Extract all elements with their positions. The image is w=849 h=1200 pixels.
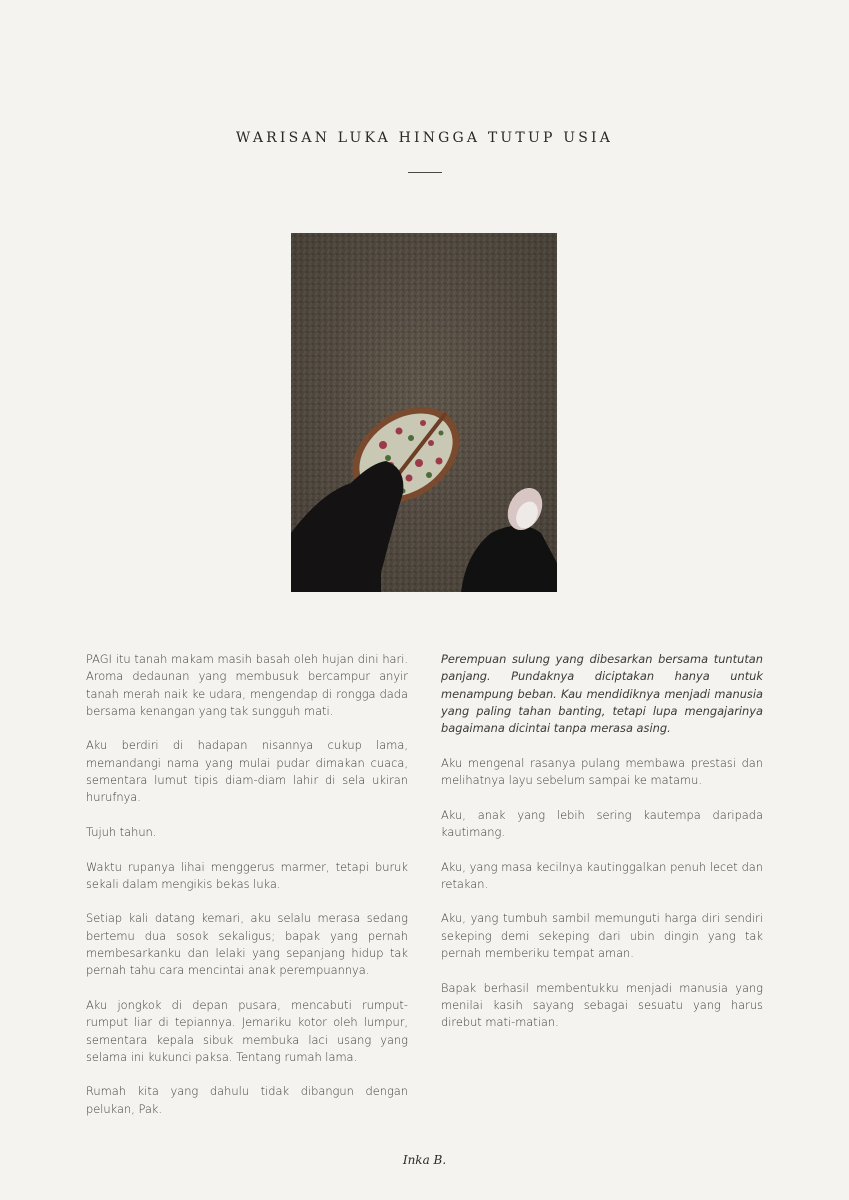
- paragraph: Aku, yang tumbuh sambil memunguti harga diri sendiri sekeping demi sekeping dari ubin dingin yang tak pernah memberiku tempat aman.: [441, 911, 763, 961]
- paragraph: PAGI itu tanah makam masih basah oleh hujan dini hari. Aroma dedaunan yang membusuk bercampur anyir tanah merah naik ke udara, mengendap di rongga dada bersama kenangan yang tak sungguh mati.: [86, 652, 408, 718]
- right-text-column: [441, 651, 763, 1049]
- paragraph: Tujuh tahun.: [86, 824, 157, 839]
- paragraph: Aku berdiri di hadapan nisannya cukup lama, memandangi nama yang mulai pudar dimakan cuaca, sementara lumut tipis diam-diam lahir di sela ukiran hurufnya.: [86, 738, 408, 805]
- paragraph: Aku, yang masa kecilnya kautinggalkan penuh lecet dan retakan.: [441, 859, 763, 891]
- title-divider: [408, 172, 442, 173]
- left-text-column: [86, 651, 408, 1135]
- grave-flowers-photo: [291, 233, 557, 592]
- paragraph: Aku, anak yang lebih sering kautempa daripada kautimang.: [441, 807, 763, 839]
- author-signature: Inka B.: [402, 1153, 447, 1167]
- page-title: WARISAN LUKA HINGGA TUTUP USIA: [235, 130, 614, 146]
- paragraph: Waktu rupanya lihai menggerus marmer, tetapi buruk sekali dalam mengikis bekas luka.: [86, 859, 408, 891]
- paragraph: Bapak berhasil membentukku menjadi manusia yang menilai kasih sayang sebagai sesuatu yang harus direbut mati-matian.: [441, 980, 763, 1030]
- paragraph: Aku mengenal rasanya pulang membawa prestasi dan melihatnya layu sebelum sampai ke matamu.: [441, 755, 763, 788]
- paragraph: Aku jongkok di depan pusara, mencabuti rumput-rumput liar di tepiannya. Jemariku kotor oleh lumpur, sementara kepala sibuk membuka laci usang yang selama ini kukunci paksa. Tentang rumah lama.: [86, 997, 408, 1064]
- italic-paragraph: Perempuan sulung yang dibesarkan bersama tuntutan panjang. Pundaknya diciptakan hanya untuk menampung beban. Kau mendidiknya menjadi manusia yang paling tahan banting, tetapi lupa mengajarinya bagaimana dicintai tanpa merasa asing.: [441, 652, 763, 736]
- paragraph: Setiap kali datang kemari, aku selalu merasa sedang bertemu dua sosok sekaligus; bapak yang pernah membesarkanku dan lelaki yang sepanjang hidup tak pernah tahu cara mencintai anak perempuannya.: [86, 911, 408, 978]
- paragraph: Rumah kita yang dahulu tidak dibangun dengan pelukan, Pak.: [86, 1084, 408, 1116]
